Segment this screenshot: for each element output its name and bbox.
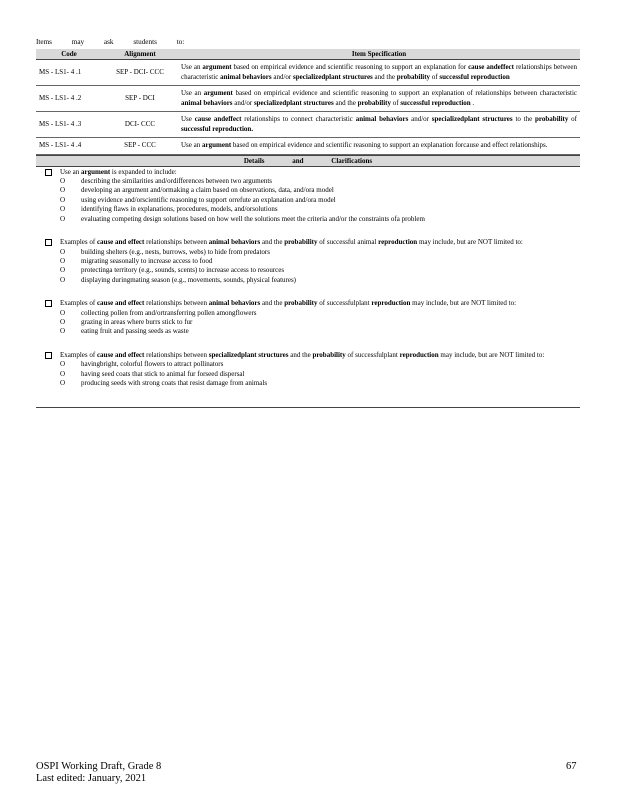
text-run: and the — [288, 350, 313, 359]
bold-term: specializedplant structures — [208, 350, 289, 359]
list-item-text: developing an argument and/ormaking a claim based on observations, data, and/ora model — [81, 186, 334, 195]
circle-bullet-icon: O — [60, 308, 66, 317]
bold-term: probability — [357, 98, 391, 107]
list-item — [60, 370, 580, 379]
row-code: MS - LS1- 4 .4 — [36, 138, 102, 155]
specification-paragraph — [181, 63, 577, 82]
bold-term: probability — [396, 72, 431, 81]
list-item-text: having seed coats that stick to animal fur forseed dispersal — [81, 369, 245, 378]
list-item — [60, 248, 580, 257]
text-run: relationships between — [144, 238, 209, 247]
checkbox-bullet-icon — [45, 300, 52, 307]
bold-term: successful reproduction — [439, 72, 510, 81]
list-item-text: havingbright, colorful flowers to attract pollinators — [81, 360, 224, 369]
list-item — [60, 257, 580, 266]
bold-term: specializedplant structures — [431, 115, 513, 123]
circle-bullet-icon: O — [60, 177, 66, 185]
text-run: relationships to connect characteristic — [241, 115, 356, 123]
text-run: is expanded to include: — [110, 167, 177, 176]
list-item — [60, 266, 580, 275]
list-item-text: producing seeds with strong coats that resist damage from animals — [81, 379, 268, 388]
specification-paragraph — [181, 89, 577, 108]
text-run: of — [568, 115, 577, 123]
header-alignment: Alignment — [102, 49, 178, 60]
text-run: and the — [260, 299, 285, 308]
bold-term: successful reproduction — [400, 98, 471, 107]
bold-term: successful reproduction. — [181, 124, 254, 133]
details-title: Details and Clarifications — [36, 155, 580, 167]
text-run: relationships between — [144, 350, 209, 359]
table-row — [36, 112, 580, 138]
list-item-text: displaying duringmating season (e.g., movements, sounds, physical features) — [81, 275, 297, 284]
list-item — [60, 360, 580, 369]
bold-term: animal behaviors — [220, 72, 272, 81]
header-code: Code — [36, 49, 102, 60]
text-run: Use an — [181, 89, 204, 97]
row-alignment: SEP - CCC — [102, 138, 178, 155]
text-run: relationships between — [144, 299, 209, 308]
list-item — [60, 205, 580, 214]
bold-term: cause and effect — [96, 350, 145, 359]
bold-term: argument — [203, 89, 233, 97]
details-block — [36, 238, 580, 285]
text-run: based on empirical evidence and scientific reasoning to support an explanation forcause and effect relationships. — [231, 141, 548, 149]
circle-bullet-icon: O — [60, 360, 66, 369]
details-section — [36, 167, 580, 408]
details-block — [36, 168, 580, 225]
bold-term: probability — [535, 115, 569, 123]
bold-term: reproduction — [399, 350, 439, 359]
circle-bullet-icon: O — [60, 247, 66, 256]
bold-term: cause — [468, 63, 485, 71]
checkbox-bullet-icon — [45, 169, 52, 176]
bold-term: animal behaviors — [208, 299, 261, 308]
text-run: . — [470, 98, 475, 107]
list-item — [60, 276, 580, 285]
row-code: MS - LS1- 4 .3 — [36, 112, 102, 138]
row-specification — [178, 86, 580, 112]
text-run: may include, but are NOT limited to: — [438, 350, 545, 359]
bold-term: argument — [202, 63, 232, 71]
specification-paragraph — [181, 115, 577, 134]
footer-edit-date: Last edited: January, 2021 — [36, 773, 147, 784]
row-specification — [178, 60, 580, 86]
text-run: and the — [372, 72, 397, 81]
list-item-text: migrating seasonally to increase access to food — [81, 256, 213, 265]
circle-bullet-icon: O — [60, 195, 66, 204]
page-content — [36, 38, 580, 408]
bold-term: specializedplant structures — [293, 72, 373, 81]
bold-term: reproduction — [378, 238, 418, 247]
specification-paragraph — [181, 141, 577, 151]
text-run: Examples of — [60, 238, 97, 247]
bold-term: probability — [284, 299, 318, 308]
table-body — [36, 60, 580, 155]
list-item-text: describing the similarities and/ordifferences between two arguments — [81, 177, 273, 185]
specification-table — [36, 49, 580, 155]
table-row — [36, 60, 580, 86]
bold-term: reproduction — [371, 299, 411, 308]
row-alignment: SEP - DCI- CCC — [102, 60, 178, 86]
bold-term: animal behaviors — [208, 238, 261, 247]
table-row — [36, 86, 580, 112]
bold-term: probability — [284, 238, 318, 247]
row-specification — [178, 112, 580, 138]
checkbox-bullet-icon — [45, 352, 52, 359]
text-run: of successful animal — [317, 238, 379, 247]
text-run: based on empirical evidence and scientific reasoning to support an explanation for — [231, 63, 469, 71]
text-run: Use an — [60, 167, 81, 176]
details-block — [36, 299, 580, 337]
text-run: and the — [333, 98, 358, 107]
circle-bullet-icon: O — [60, 205, 66, 214]
circle-bullet-icon: O — [60, 318, 66, 327]
details-lead — [36, 238, 580, 248]
table-header-row — [36, 49, 580, 60]
bold-term: andeffect — [213, 115, 242, 123]
list-item-text: collecting pollen from and/ortransferring pollen amongflowers — [81, 308, 257, 317]
row-alignment: SEP - DCI — [102, 86, 178, 112]
bold-term: cause — [194, 115, 212, 123]
list-item — [60, 309, 580, 318]
text-run: Use an — [181, 141, 202, 149]
text-run: Examples of — [60, 299, 97, 308]
list-item — [60, 177, 580, 186]
details-block — [36, 351, 580, 389]
details-list — [36, 177, 580, 224]
circle-bullet-icon: O — [60, 369, 66, 378]
list-item — [60, 186, 580, 195]
bold-term: argument — [202, 141, 232, 149]
bold-term: andeffect — [486, 63, 514, 71]
list-item-text: grazing in areas where burrs stick to fur — [81, 318, 193, 327]
list-item — [60, 327, 580, 336]
bold-term: specializedplant structures — [253, 98, 334, 107]
text-run: of — [430, 72, 440, 81]
details-list — [36, 309, 580, 337]
bold-term: cause and effect — [96, 299, 145, 308]
text-run: of successfulplant — [317, 299, 372, 308]
text-run: and/or — [232, 98, 254, 107]
list-item — [60, 196, 580, 205]
text-run: to the — [512, 115, 536, 123]
page-number: 67 — [566, 761, 577, 772]
circle-bullet-icon: O — [60, 214, 66, 223]
text-run: Examples of — [60, 350, 97, 359]
circle-bullet-icon: O — [60, 379, 66, 388]
row-code: MS - LS1- 4 .1 — [36, 60, 102, 86]
text-run: and/or — [271, 72, 293, 81]
circle-bullet-icon: O — [60, 256, 66, 265]
bold-term: argument — [81, 167, 111, 176]
checkbox-bullet-icon — [45, 239, 52, 246]
footer-draft-label: OSPI Working Draft, Grade 8 — [36, 761, 162, 772]
text-run: and the — [260, 238, 285, 247]
row-code: MS - LS1- 4 .2 — [36, 86, 102, 112]
details-lead — [36, 351, 580, 361]
list-item-text: using evidence and/orscientific reasoning to support orrefute an explanation and/ora model — [81, 195, 336, 204]
details-lead — [36, 168, 580, 178]
circle-bullet-icon: O — [60, 266, 66, 275]
text-run: may include, but are NOT limited to: — [417, 238, 523, 247]
row-specification — [178, 138, 580, 155]
list-item — [60, 215, 580, 224]
bold-term: probability — [312, 350, 346, 359]
text-run: Use — [181, 115, 195, 123]
details-list — [36, 248, 580, 286]
footer — [36, 761, 161, 785]
text-run: and/or — [408, 115, 432, 123]
bold-term: animal behaviors — [355, 115, 409, 123]
circle-bullet-icon: O — [60, 186, 66, 195]
text-run: of successfulplant — [345, 350, 400, 359]
list-item-text: protectinga territory (e.g., sounds, scents) to increase access to resources — [81, 266, 285, 275]
table-row — [36, 138, 580, 155]
intro-text: Items may ask students to: — [36, 38, 185, 46]
bold-term: animal behaviors — [181, 98, 233, 107]
circle-bullet-icon: O — [60, 275, 66, 284]
row-alignment: DCI- CCC — [102, 112, 178, 138]
text-run: relationships between characteristic — [181, 63, 578, 81]
list-item-text: building shelters (e.g., nests, burrows, webs) to hide from predators — [81, 247, 270, 256]
list-item-text: eating fruit and passing seeds as waste — [81, 327, 189, 336]
bold-term: cause and effect — [96, 238, 145, 247]
text-run: based on empirical evidence and scientific reasoning to support an explanation of relationships between characteristic — [232, 89, 578, 97]
circle-bullet-icon: O — [60, 327, 66, 336]
list-item-text: identifying flaws in explanations, procedures, models, and/orsolutions — [81, 205, 278, 214]
list-item-text: evaluating competing design solutions based on how well the solutions meet the criteria and/or the constraints ofa problem — [81, 214, 425, 223]
text-run: Use an — [181, 63, 203, 71]
details-list — [36, 360, 580, 388]
list-item — [60, 318, 580, 327]
text-run: may include, but are NOT limited to: — [410, 299, 517, 308]
header-item-specification: Item Specification — [178, 49, 580, 60]
details-lead — [36, 299, 580, 309]
text-run: of — [390, 98, 401, 107]
list-item — [60, 379, 580, 388]
